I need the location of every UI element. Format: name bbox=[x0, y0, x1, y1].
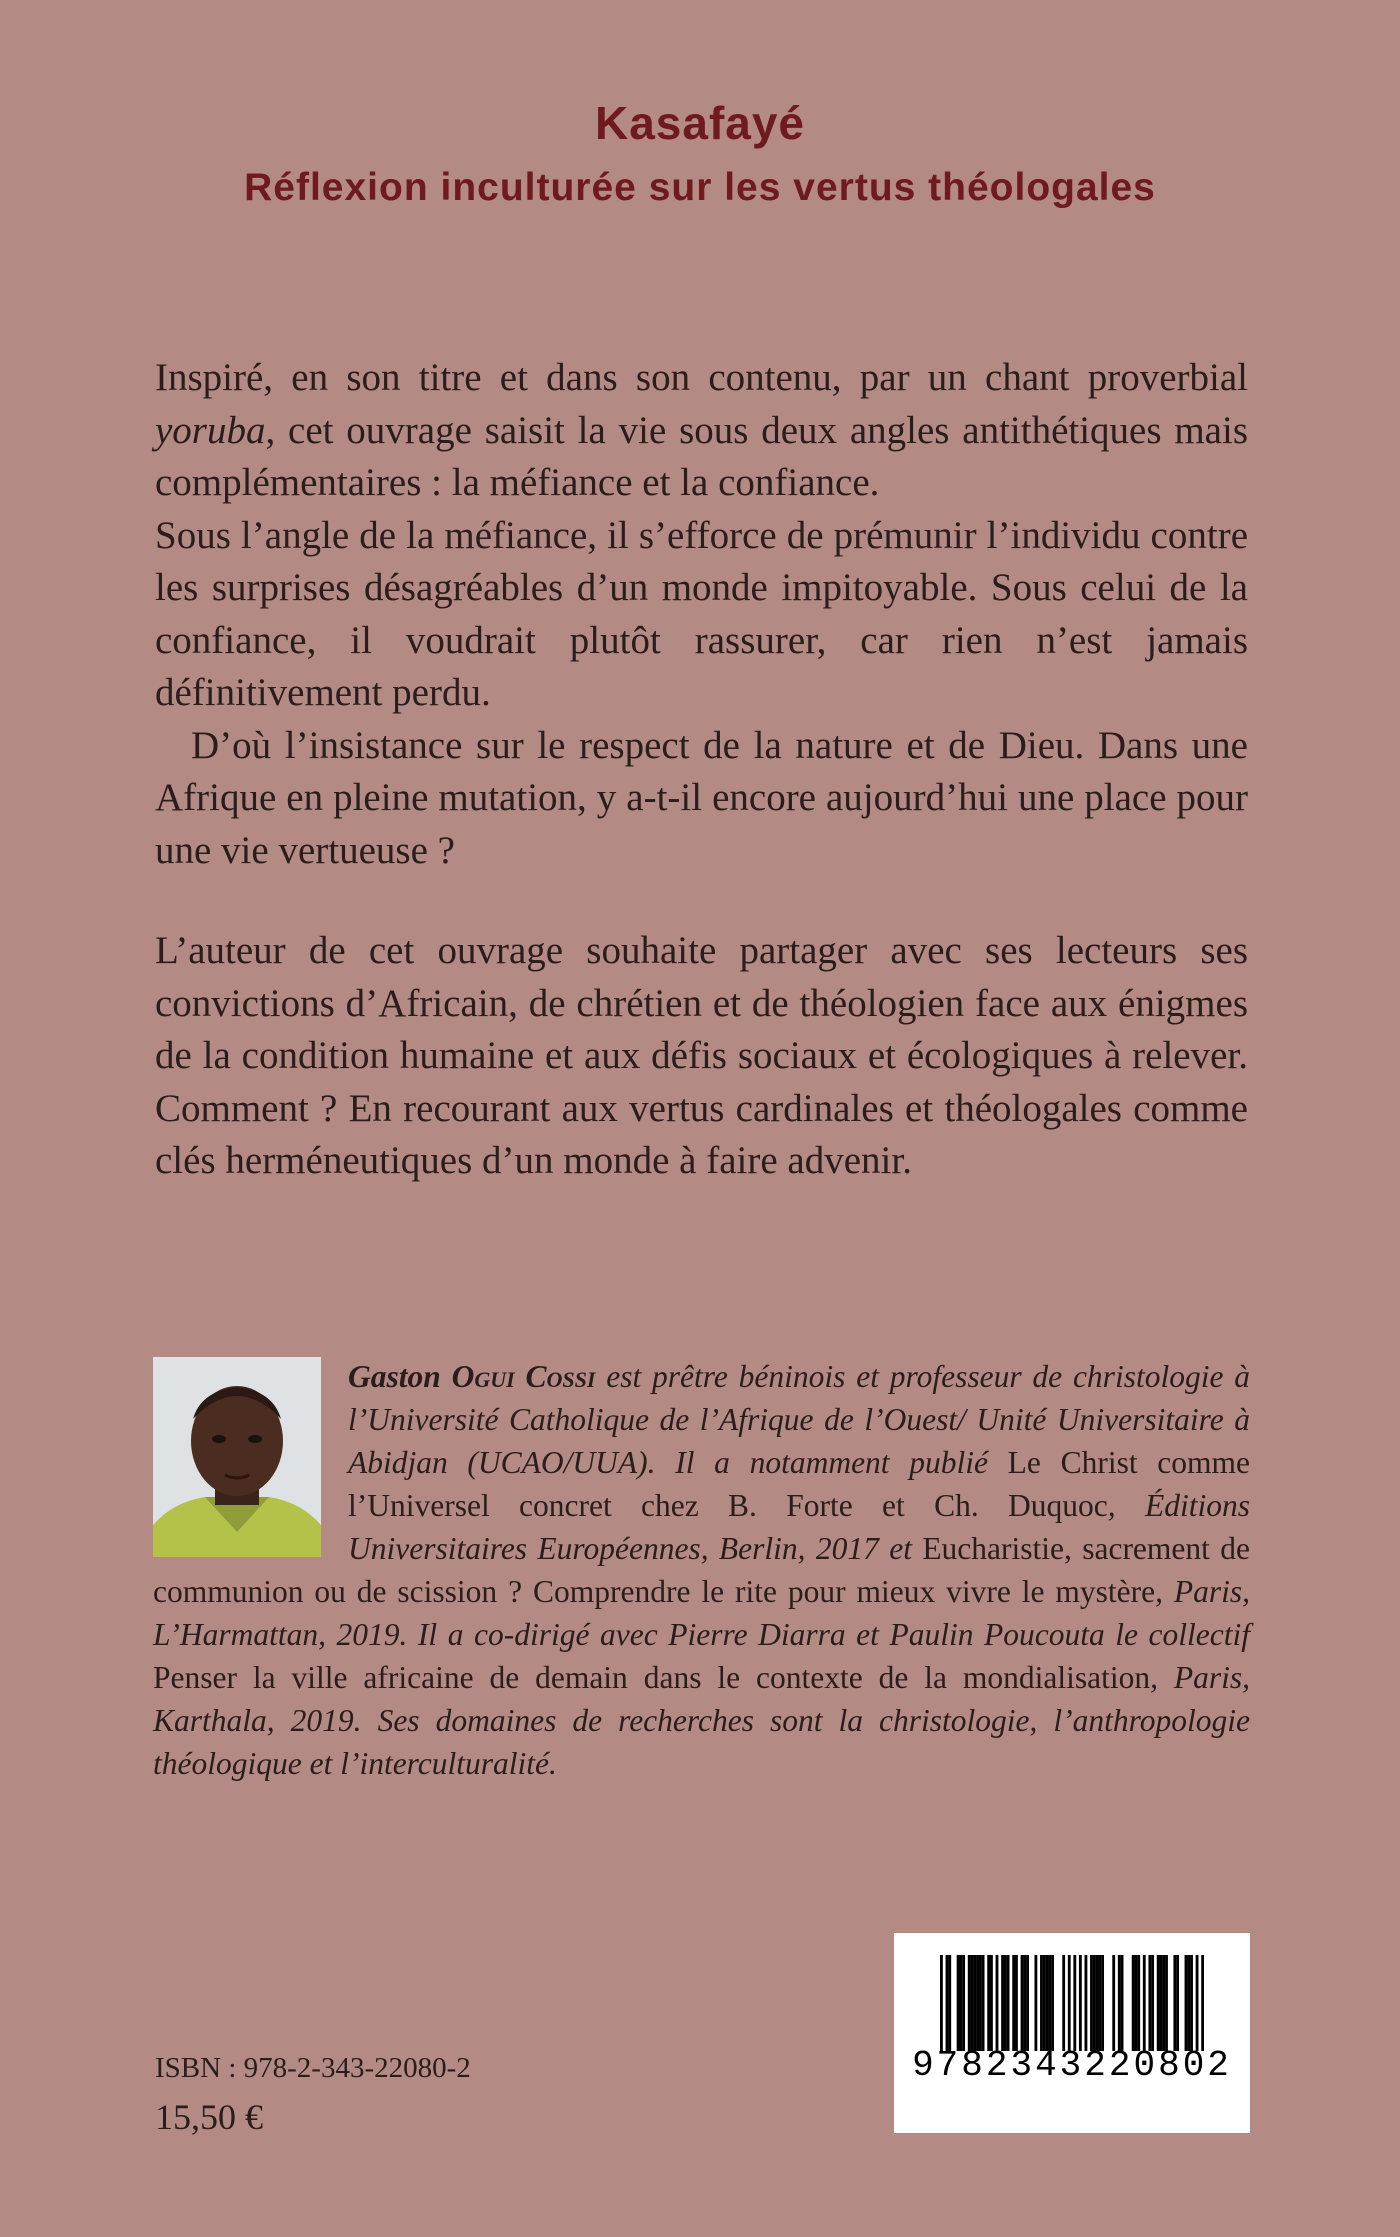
barcode-bar bbox=[1143, 1955, 1146, 2051]
barcode-bar bbox=[1015, 1955, 1018, 2051]
author-first-name: Gaston bbox=[348, 1359, 452, 1394]
barcode-bar bbox=[1101, 1955, 1104, 2051]
barcode-bar bbox=[1007, 1955, 1010, 2051]
barcode-bar bbox=[1034, 1955, 1037, 2051]
barcode-bar bbox=[1021, 1955, 1024, 2051]
work-title-1: Le Christ comme l’Universel concret chez B. Forte et Ch. Duquoc bbox=[348, 1445, 1250, 1523]
barcode-number: 9782343220802 bbox=[912, 2045, 1232, 2086]
barcode bbox=[894, 1933, 1250, 2133]
barcode-bar bbox=[1093, 1955, 1096, 2051]
barcode-bar bbox=[1090, 1955, 1093, 2051]
barcode-bar bbox=[1098, 1955, 1101, 2051]
author-last-name: Ogui Cossi bbox=[451, 1359, 596, 1394]
author-bio: Gaston Ogui Cossi est prêtre béninois et professeur de christologie à l’Université Catholique de l’Afrique de l’Ouest/ Unité Universitaire à Abidjan (UCAO/UUA). Il a notamment publié Le Christ comme l’Universel concret chez B. Forte et Ch. Duquoc, Éditions Universitaires Européennes, Berlin, 2017 et Eucharistie, sacrement de communion ou de scission ? Comprendre le rite pour mieux vivre le mystère, Paris, L’Harmattan, 2019. Il a co-dirigé avec Pierre Diarra et Paulin Poucouta le collectif Penser la ville africaine de demain dans le contexte de la mondialisation, Paris, Karthala, 2019. Ses domaines de recherches sont la christologie, l’anthropologie théologique et l’interculturalité. bbox=[153, 1359, 1251, 1781]
barcode-bars bbox=[940, 1955, 1204, 2051]
barcode-bar bbox=[996, 1955, 999, 2051]
isbn-label: ISBN : 978-2-343-22080-2 bbox=[155, 2052, 471, 2084]
barcode-bar bbox=[1040, 1955, 1043, 2051]
barcode-bar bbox=[1096, 1955, 1099, 2051]
book-subtitle: Réflexion inculturée sur les vertus théologales bbox=[244, 166, 1156, 209]
barcode-bar bbox=[962, 1955, 965, 2051]
barcode-bar bbox=[1051, 1955, 1054, 2051]
barcode-bar bbox=[1201, 1955, 1204, 2051]
barcode-bar bbox=[1048, 1955, 1051, 2051]
barcode-bar bbox=[1085, 1955, 1088, 2051]
barcode-bar bbox=[940, 1955, 943, 2051]
author-intent-paragraph: L’auteur de cet ouvrage souhaite partager avec ses lecteurs ses convictions d’Africain, de chrétien et de théologien face aux énigmes de la condition humaine et aux défis sociaux et écologiques à relever. Comment ? En recourant aux vertus cardinales et théologales comme clés herméneutiques d’un monde à faire advenir. bbox=[155, 929, 1248, 1182]
barcode-bar bbox=[1012, 1955, 1015, 2051]
barcode-bar bbox=[1068, 1955, 1071, 2051]
barcode-bar bbox=[946, 1955, 949, 2051]
barcode-bar bbox=[979, 1955, 982, 2051]
barcode-bar bbox=[1162, 1955, 1165, 2051]
barcode-bar bbox=[971, 1955, 974, 2051]
work-title-2: Eucharistie, sacrement de communion ou de scission ? Comprendre le rite pour mieux vivre le mystère bbox=[153, 1531, 1250, 1609]
price-label: 15,50 € bbox=[155, 2097, 263, 2137]
barcode-bar bbox=[1160, 1955, 1163, 2051]
book-title: Kasafayé bbox=[594, 97, 806, 149]
barcode-bar bbox=[1137, 1955, 1140, 2051]
barcode-bar bbox=[1001, 1955, 1004, 2051]
barcode-bar bbox=[959, 1955, 962, 2051]
barcode-bar bbox=[1176, 1955, 1179, 2051]
barcode-bar bbox=[1157, 1955, 1160, 2051]
barcode-bar bbox=[1135, 1955, 1138, 2051]
barcode-bar bbox=[1121, 1955, 1124, 2051]
barcode-bar bbox=[1187, 1955, 1190, 2051]
barcode-bar bbox=[1112, 1955, 1115, 2051]
barcode-bar bbox=[1185, 1955, 1188, 2051]
description-paragraph-1: Inspiré, en son titre et dans son contenu, par un chant proverbial yoruba, cet ouvrage saisit la vie sous deux angles antithétiques mais complémentaires : la méfiance et la confiance. bbox=[155, 356, 1248, 504]
barcode-bar bbox=[1151, 1955, 1154, 2051]
description-paragraph-3: D’où l’insistance sur le respect de la nature et de Dieu. Dans une Afrique en pleine mutation, y a-t-il encore aujourd’hui une place pour une vie vertueuse ? bbox=[155, 723, 1248, 872]
barcode-bar bbox=[1190, 1955, 1193, 2051]
barcode-bar bbox=[973, 1955, 976, 2051]
barcode-bar bbox=[957, 1955, 960, 2051]
barcode-bar bbox=[1004, 1955, 1007, 2051]
barcode-bar bbox=[948, 1955, 951, 2051]
barcode-bar bbox=[1026, 1955, 1029, 2051]
description-block bbox=[155, 352, 1248, 877]
barcode-bar bbox=[1062, 1955, 1065, 2051]
barcode-bar bbox=[1148, 1955, 1151, 2051]
barcode-bar bbox=[990, 1955, 993, 2051]
barcode-bar bbox=[987, 1955, 990, 2051]
barcode-bar bbox=[976, 1955, 979, 2051]
barcode-bar bbox=[1043, 1955, 1046, 2051]
barcode-bar bbox=[1173, 1955, 1176, 2051]
barcode-bar bbox=[1118, 1955, 1121, 2051]
barcode-bar bbox=[1165, 1955, 1168, 2051]
barcode-bar bbox=[1196, 1955, 1199, 2051]
barcode-bar bbox=[982, 1955, 985, 2051]
barcode-bar bbox=[1132, 1955, 1135, 2051]
barcode-bar bbox=[1023, 1955, 1026, 2051]
work-title-3: Penser la ville africaine de demain dans le contexte de la mondialisation bbox=[153, 1660, 1151, 1695]
description-paragraph-2: Sous l’angle de la méfiance, il s’efforce de prémunir l’individu contre les surprises désagréables d’un monde impitoyable. Sous celui de la confiance, il voudrait plutôt rassurer, car rien n’est jamais définitivement perdu. bbox=[155, 513, 1248, 714]
barcode-bar bbox=[1073, 1955, 1076, 2051]
barcode-bar bbox=[1079, 1955, 1082, 2051]
barcode-bar bbox=[1046, 1955, 1049, 2051]
barcode-bar bbox=[968, 1955, 971, 2051]
